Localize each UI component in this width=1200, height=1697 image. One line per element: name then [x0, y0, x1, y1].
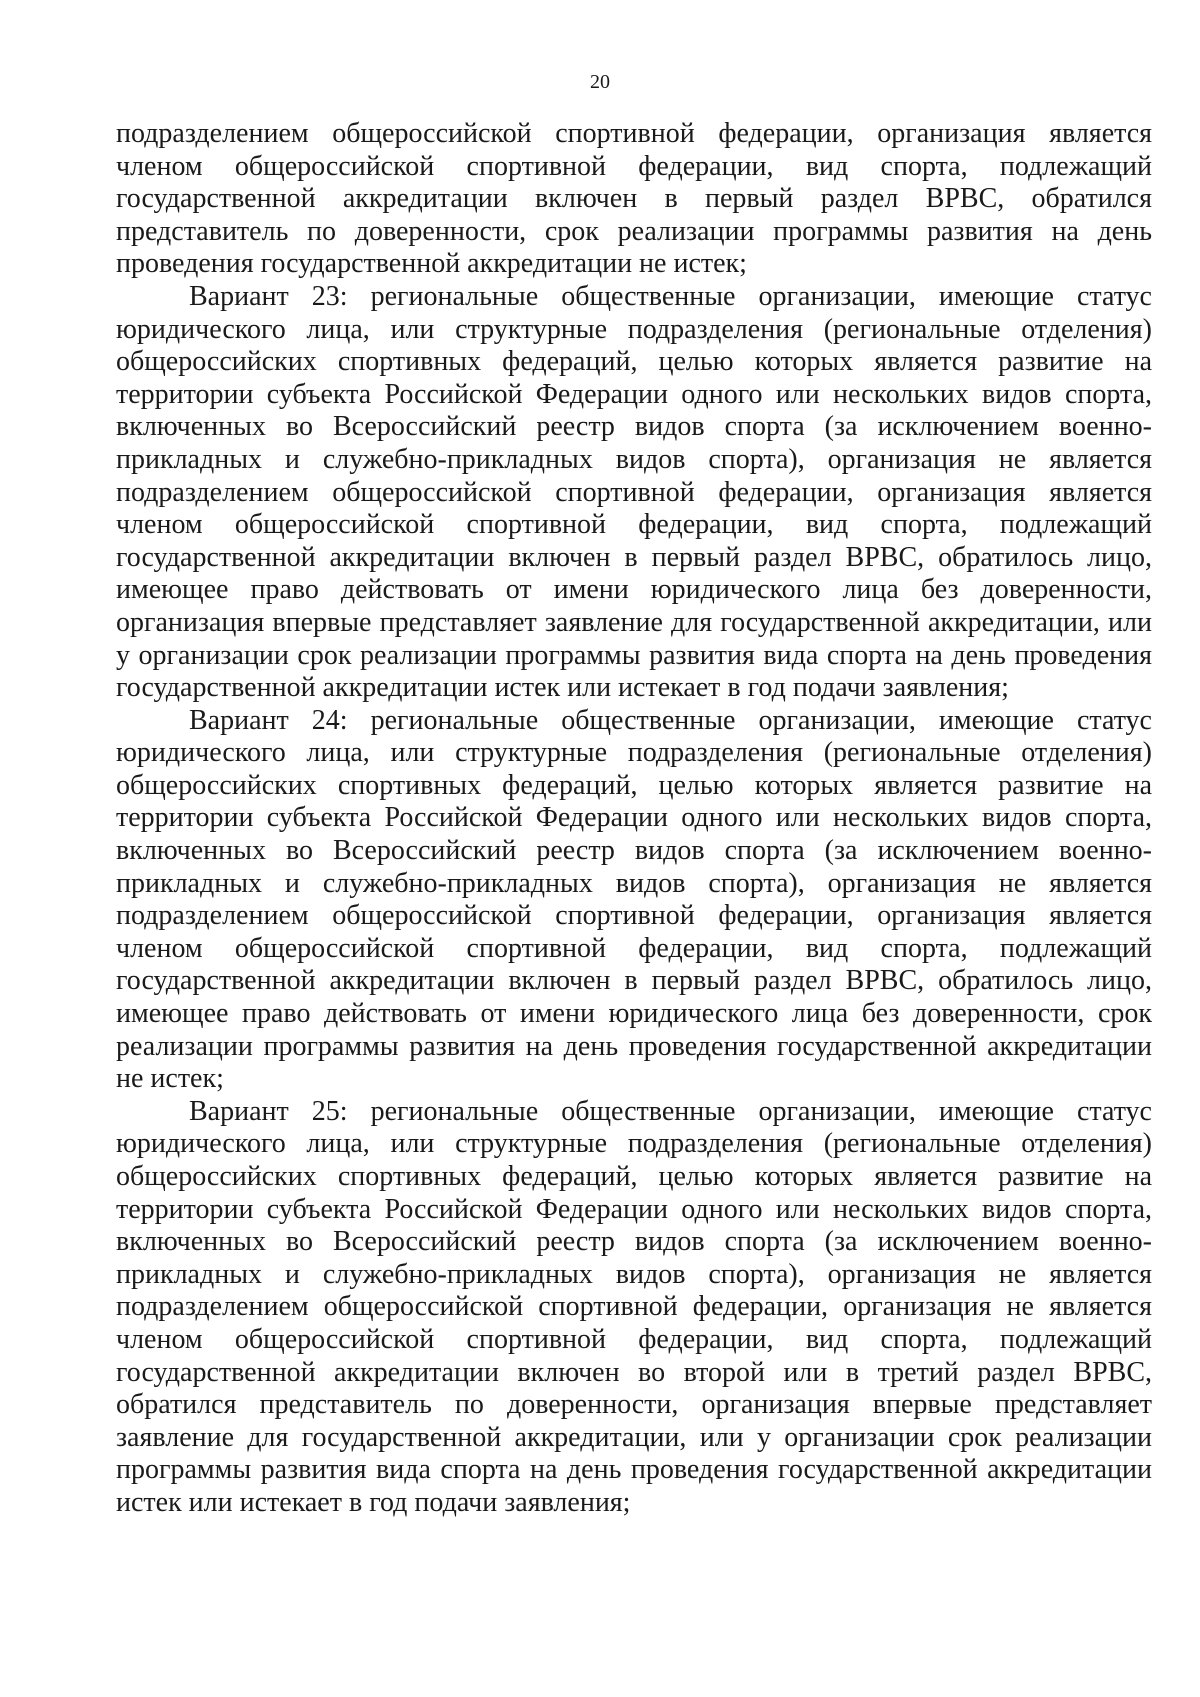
paragraph-variant-24: Вариант 24: региональные общественные организации, имеющие статус юридического лица, или структурные подразделения (региональные отделения) общероссийских спортивных федераций, целью которых является развитие на территории субъекта Российской Федерации одного или нескольких видов спорта, включенных во Всероссийский реестр видов спорта (за исключением военно-прикладных и служебно-прикладных видов спорта), организация не является подразделением общероссийской спортивной федерации, организация является членом общероссийской спортивной федерации, вид спорта, подлежащий государственной аккредитации включен в первый раздел ВРВС, обратилось лицо, имеющее право действовать от имени юридического лица без доверенности, срок реализации программы развития на день проведения государственной аккредитации не истек; [116, 704, 1152, 1095]
document-body [116, 118, 1152, 1520]
page-number: 20 [590, 71, 610, 93]
paragraph-variant-25: Вариант 25: региональные общественные организации, имеющие статус юридического лица, или структурные подразделения (региональные отделения) общероссийских спортивных федераций, целью которых является развитие на территории субъекта Российской Федерации одного или нескольких видов спорта, включенных во Всероссийский реестр видов спорта (за исключением военно-прикладных и служебно-прикладных видов спорта), организация не является подразделением общероссийской спортивной федерации, организация не является членом общероссийской спортивной федерации, вид спорта, подлежащий государственной аккредитации включен во второй или в третий раздел ВРВС, обратился представитель по доверенности, организация впервые представляет заявление для государственной аккредитации, или у организации срок реализации программы развития вида спорта на день проведения государственной аккредитации истек или истекает в год подачи заявления; [116, 1095, 1152, 1518]
paragraph-variant-23: Вариант 23: региональные общественные организации, имеющие статус юридического лица, или структурные подразделения (региональные отделения) общероссийских спортивных федераций, целью которых является развитие на территории субъекта Российской Федерации одного или нескольких видов спорта, включенных во Всероссийский реестр видов спорта (за исключением военно-прикладных и служебно-прикладных видов спорта), организация не является подразделением общероссийской спортивной федерации, организация является членом общероссийской спортивной федерации, вид спорта, подлежащий государственной аккредитации включен в первый раздел ВРВС, обратилось лицо, имеющее право действовать от имени юридического лица без доверенности, организация впервые представляет заявление для государственной аккредитации, или у организации срок реализации программы развития вида спорта на день проведения государственной аккредитации истек или истекает в год подачи заявления; [116, 280, 1152, 704]
paragraph-continuation: подразделением общероссийской спортивной федерации, организация является членом общероссийской спортивной федерации, вид спорта, подлежащий государственной аккредитации включен в первый раздел ВРВС, обратился представитель по доверенности, срок реализации программы развития на день проведения государственной аккредитации не истек; [116, 118, 1152, 280]
